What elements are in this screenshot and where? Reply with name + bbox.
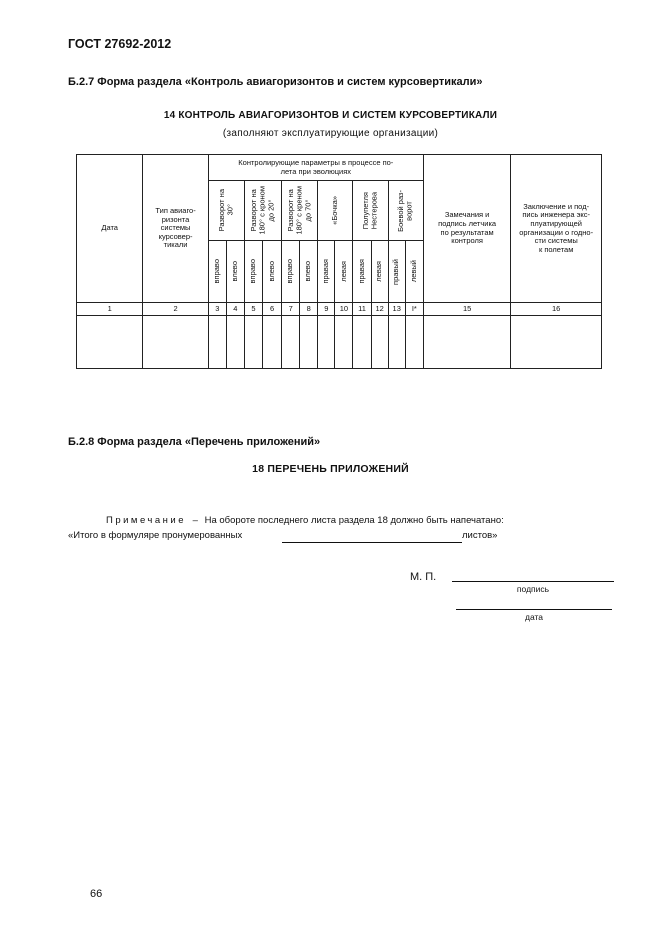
date-caption: дата xyxy=(524,612,544,622)
col-number: 4 xyxy=(226,303,244,316)
col-number: 15 xyxy=(423,303,510,316)
group-combat-turn: Боевой раз- ворот xyxy=(388,181,423,241)
page-number: 66 xyxy=(90,888,103,900)
col-number: 10 xyxy=(335,303,353,316)
col-number: 16 xyxy=(511,303,602,316)
sub-right: вправо xyxy=(244,241,262,303)
note-line-2 xyxy=(68,530,242,541)
note-label: Примечание xyxy=(106,515,186,526)
form-14-subtitle: (заполняют эксплуатирующие организации) xyxy=(222,128,439,139)
form-14-title: 14 КОНТРОЛЬ АВИАГОРИЗОНТОВ И СИСТЕМ КУРСОВЕРТИКАЛИ xyxy=(163,110,498,121)
section-heading-b28: Б.2.8 Форма раздела «Перечень приложений» xyxy=(68,436,321,448)
document-header: ГОСТ 27692-2012 xyxy=(68,37,172,51)
sub-left: влево xyxy=(263,241,282,303)
sub-left: влево xyxy=(226,241,244,303)
header-pilot-remarks: Замечания и подпись летчика по результатам контроля xyxy=(423,155,510,303)
sub-left: левая xyxy=(335,241,353,303)
group-turn-180-bank-70: Разворот на 180° с креном до 70° xyxy=(282,181,318,241)
col-number: 11 xyxy=(353,303,371,316)
sub-right: правая xyxy=(353,241,371,303)
group-turn-30: Разворот на 30° xyxy=(208,181,244,241)
group-half-loop: Полупетля Нестерова xyxy=(353,181,388,241)
col-number: 6 xyxy=(263,303,282,316)
control-table xyxy=(76,154,602,369)
note-line-1 xyxy=(106,515,504,526)
header-date: Дата xyxy=(77,155,143,303)
signature-line xyxy=(452,581,614,582)
col-number: 8 xyxy=(300,303,318,316)
sub-right: правая xyxy=(318,241,335,303)
note-dash: – xyxy=(192,515,198,526)
sub-right: правый xyxy=(388,241,405,303)
col-number: 12 xyxy=(371,303,388,316)
note-line2-start: «Итого в формуляре пронумерованных xyxy=(68,530,243,541)
sub-right: вправо xyxy=(282,241,300,303)
section-heading-b27: Б.2.7 Форма раздела «Контроль авиагоризонтов и систем курсовертикали» xyxy=(68,76,483,88)
form-18-title: 18 ПЕРЕЧЕНЬ ПРИЛОЖЕНИЙ xyxy=(252,463,409,475)
sub-left: левый xyxy=(405,241,423,303)
group-turn-180-bank-20: Разворот на 180° с кроном до 20° xyxy=(244,181,281,241)
sub-left: левая xyxy=(371,241,388,303)
col-number: 3 xyxy=(208,303,226,316)
table-empty-row xyxy=(77,316,602,369)
col-number: 7 xyxy=(282,303,300,316)
note-line2-end: листов» xyxy=(462,530,498,541)
note-text: На обороте последнего листа раздела 18 должно быть напечатано: xyxy=(204,515,504,526)
col-number: I* xyxy=(405,303,423,316)
stamp-place-label: М. П. xyxy=(410,571,437,583)
col-number: 5 xyxy=(244,303,262,316)
group-barrel-roll: «Бочка» xyxy=(318,181,353,241)
sub-right: вправо xyxy=(208,241,226,303)
header-engineer-conclusion: Заключение и под- пись инженера экс- плуатирующей организации о годно- сти системы к полетам xyxy=(511,155,602,303)
date-line xyxy=(456,609,612,610)
col-number: 1 xyxy=(77,303,143,316)
signature-caption: подпись xyxy=(516,584,550,594)
page-count-blank-line xyxy=(282,542,462,543)
header-params-group: Контролирующие параметры в процессе по- лета при эволюциях xyxy=(208,155,423,181)
header-system-type: Тип авиаго- ризонта системы курсовер- тикали xyxy=(143,155,208,303)
col-number: 2 xyxy=(143,303,208,316)
col-number: 13 xyxy=(388,303,405,316)
col-number: 9 xyxy=(318,303,335,316)
sub-left: влево xyxy=(300,241,318,303)
